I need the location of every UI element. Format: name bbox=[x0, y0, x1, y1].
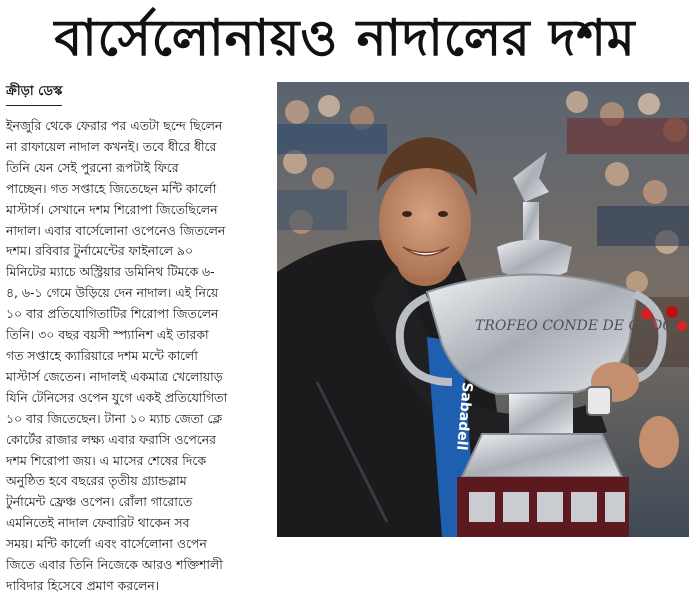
article-line: সময়। মন্টি কার্লো এবং বার্সেলোনা ওপেন bbox=[6, 536, 207, 552]
watch bbox=[587, 387, 611, 415]
article-line: অনুষ্ঠিত হবে বছরের তৃতীয় গ্র্যান্ডস্লাম bbox=[6, 473, 187, 489]
article-line: ৪, ৬-১ গেমে উড়িয়ে দেন নাদাল। এই নিয়ে bbox=[6, 285, 219, 301]
article-line: দশম। রবিবার টুর্নামেন্টের ফাইনালে ৯০ bbox=[6, 243, 193, 259]
article-line: গত সপ্তাহে ক্যারিয়ারে দশম মন্টে কার্লো bbox=[6, 347, 198, 363]
article-body bbox=[6, 116, 268, 597]
article-line: ১০ বার প্রতিযোগিতাটির শিরোপা জিতলেন bbox=[6, 306, 219, 322]
article-line: তিনি। ৩০ বছর বয়সী স্প্যানিশ এই তারকা bbox=[6, 327, 209, 343]
article-line: যিনি টেনিসের ওপেন যুগে একই প্রতিযোগিতা bbox=[6, 389, 228, 405]
player-hand-right bbox=[639, 416, 679, 468]
article-line: মাস্টার্স। সেখানে দশম শিরোপা জিতেছিলেন bbox=[6, 201, 218, 217]
article-line: ইনজুরি থেকে ফেরার পর এতটা ছন্দে ছিলেন bbox=[6, 118, 223, 133]
article-line: টুর্নামেন্ট ফ্রেঞ্চ ওপেন। রোঁলা গারোতে bbox=[6, 494, 193, 510]
article-line: ১০ বার জিতেছেন। টানা ১০ ম্যাচ জেতা ক্লে bbox=[6, 410, 223, 426]
trophy-engraving: TROFEO CONDE DE GODO bbox=[475, 318, 674, 334]
sash-label: Sabadell bbox=[453, 381, 475, 451]
article-line: নাদাল। এবার বার্সেলোনা ওপেনেও জিতলেন bbox=[6, 222, 226, 238]
article-line: না রাফায়েল নাদাল কখনই। তবে ধীরে ধীরে bbox=[6, 138, 217, 154]
headline: বার্সেলোনায়ও নাদালের দশম bbox=[54, 9, 636, 67]
article-line: দশম শিরোপা জয়। এ মাসের শেষের দিকে bbox=[6, 452, 206, 468]
article-line: তিনি যেন সেই পুরনো রূপটাই ফিরে bbox=[6, 159, 179, 175]
article-line: জিতে এবার তিনি নিজেকে আরও শক্তিশালী bbox=[6, 557, 223, 573]
article-line: কোর্টের রাজার লক্ষ্য এবার ফরাসি ওপেনের bbox=[6, 431, 216, 447]
player-face bbox=[379, 166, 471, 278]
news-photo bbox=[277, 82, 689, 537]
byline: ক্রীড়া ডেস্ক bbox=[6, 82, 62, 106]
article-line: পাচ্ছেন। গত সপ্তাহে জিতেছেন মন্টি কার্লো bbox=[6, 180, 217, 196]
article-line: দাবিদার হিসেবে প্রমাণ করলেন। bbox=[6, 577, 160, 593]
article-line: মিনিটের ম্যাচে অস্ট্রিয়ার ডমিনিথ টিমকে ৬- bbox=[6, 264, 215, 280]
article-line: মাস্টার্স জেতেন। নাদালই একমাত্র খেলোয়াড় bbox=[6, 368, 223, 384]
article-line: এমনিতেই নাদাল ফেবারিট থাকেন সব bbox=[6, 515, 190, 531]
